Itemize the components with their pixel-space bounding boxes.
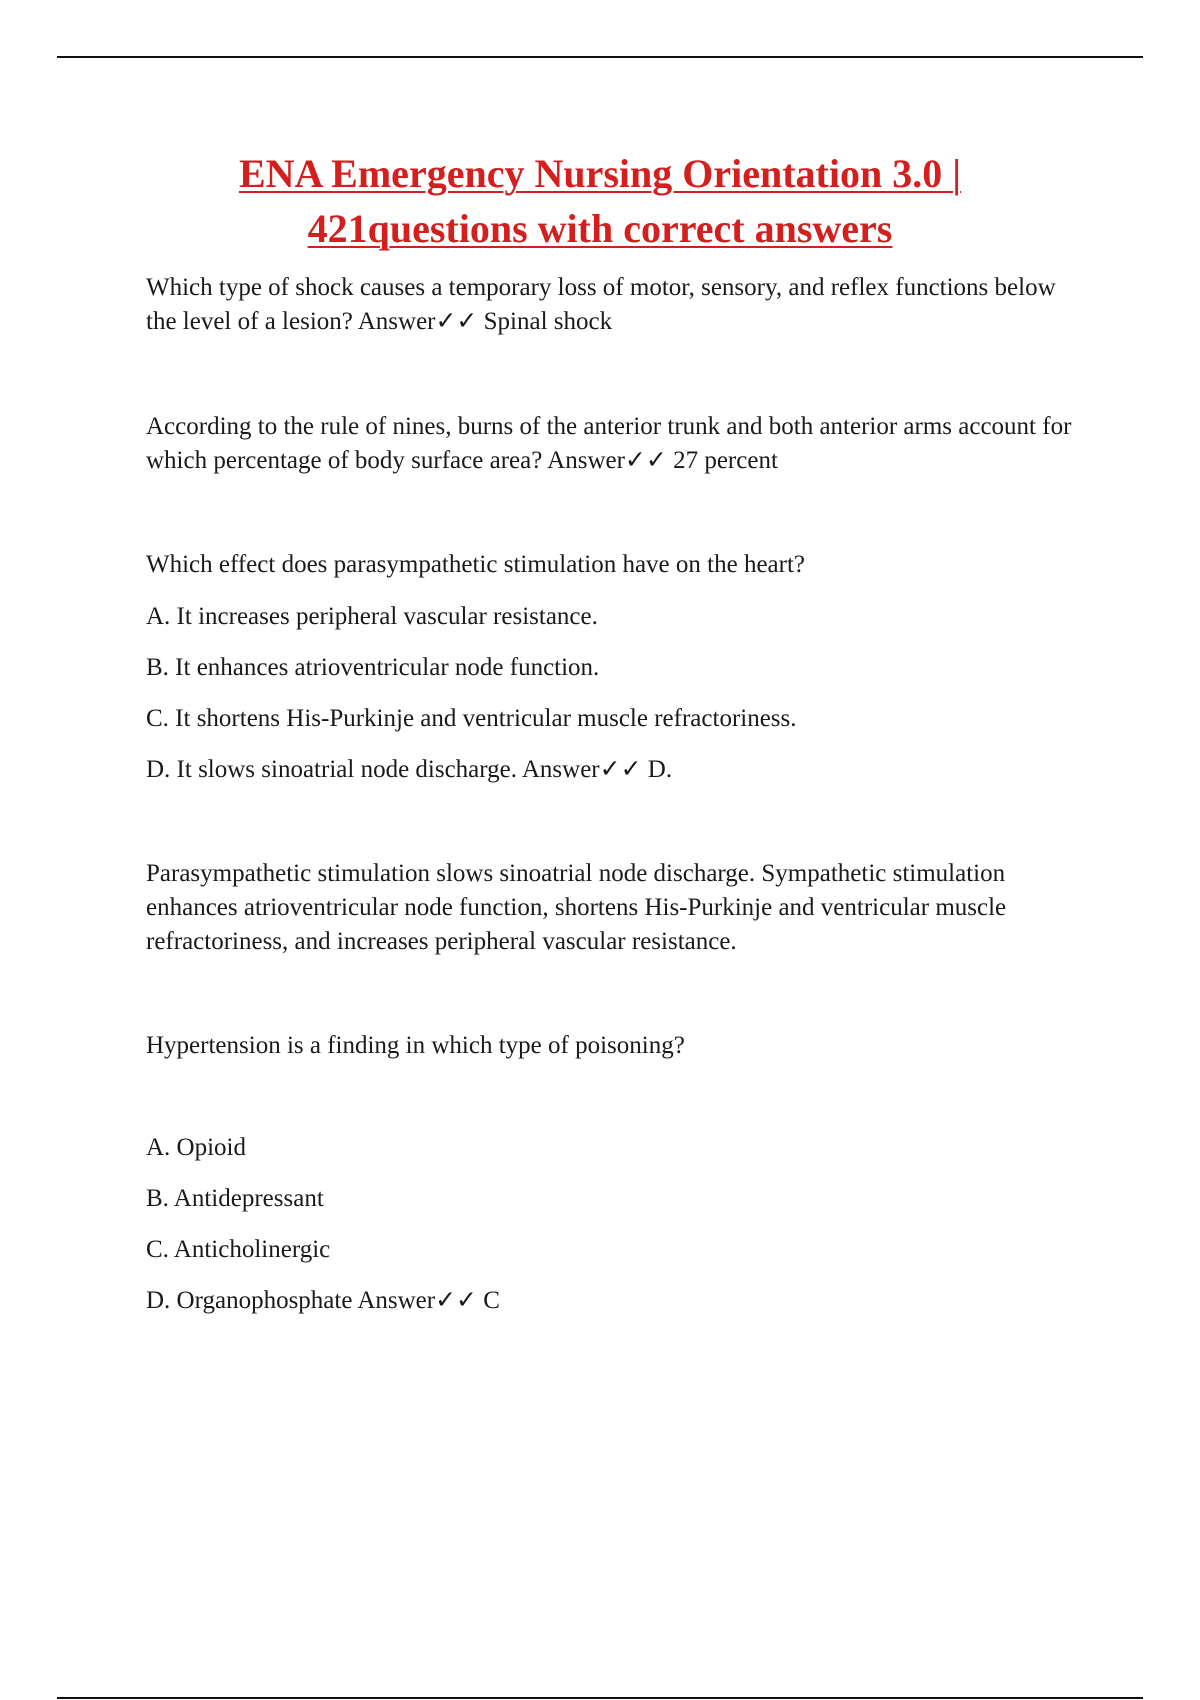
document-title bbox=[100, 146, 1100, 256]
question-3-option-b: B. It enhances atrioventricular node function. bbox=[146, 654, 600, 681]
header-rule bbox=[57, 56, 1143, 58]
question-1: Which type of shock causes a temporary loss of motor, sensory, and reflex functions below the level of a lesion? Answer✓✓ Spinal shock bbox=[146, 274, 1056, 335]
question-3-option-c: C. It shortens His-Purkinje and ventricular muscle refractoriness. bbox=[146, 705, 797, 732]
title-line-2: 421questions with correct answers bbox=[307, 206, 893, 251]
question-4-option-c: C. Anticholinergic bbox=[146, 1236, 331, 1263]
question-3-option-d: D. It slows sinoatrial node discharge. Answer✓✓ D. bbox=[146, 756, 673, 783]
question-2: According to the rule of nines, burns of the anterior trunk and both anterior arms account for which percentage of body surface area? Answer✓✓ 27 percent bbox=[146, 413, 1072, 474]
question-3-option-a: A. It increases peripheral vascular resistance. bbox=[146, 603, 598, 630]
question-4: Hypertension is a finding in which type of poisoning? bbox=[146, 1032, 685, 1059]
footer-rule bbox=[57, 1697, 1143, 1699]
question-4-option-b: B. Antidepressant bbox=[146, 1185, 324, 1212]
question-4-option-d: D. Organophosphate Answer✓✓ C bbox=[146, 1287, 500, 1314]
question-3: Which effect does parasympathetic stimulation have on the heart? bbox=[146, 551, 806, 578]
question-3-explanation: Parasympathetic stimulation slows sinoatrial node discharge. Sympathetic stimulation enhances atrioventricular node function, shortens His-Purkinje and ventricular muscle refractoriness, and increases peripheral vascular resistance. bbox=[146, 860, 1007, 955]
title-line-1: ENA Emergency Nursing Orientation 3.0 | bbox=[238, 151, 962, 196]
question-4-option-a: A. Opioid bbox=[146, 1134, 246, 1161]
